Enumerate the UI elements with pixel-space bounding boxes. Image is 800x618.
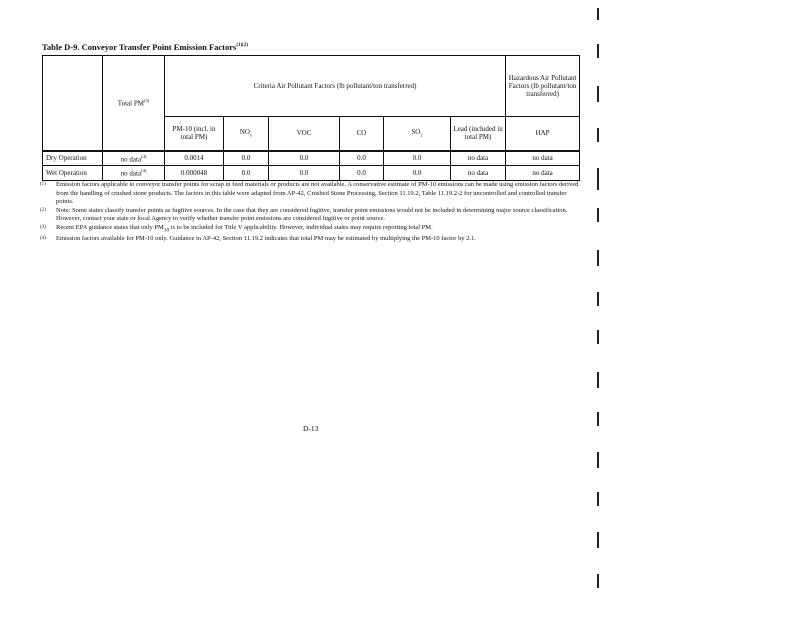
table-title-text: Table D-9. Conveyor Transfer Point Emission Factors (42, 42, 237, 52)
header-hazardous-group: Hazardous Air Pollutant Factors (lb pollutant/ton transferred) (506, 56, 580, 117)
cell-total-pm: no data$^{(4)}$ (103, 166, 165, 181)
header-lead: Lead (included in total PM) (451, 117, 506, 151)
header-hap: HAP (506, 117, 580, 151)
cell-pm10: 0.000048 (165, 166, 224, 181)
row-label: Wet Operation (43, 166, 103, 181)
header-criteria-group: Criteria Air Pollutant Factors (lb pollutant/ton transferred) (165, 56, 506, 117)
scan-edge-mark (597, 574, 599, 588)
header-nox: $NO_x$ (224, 117, 269, 151)
footnote (40, 207, 585, 224)
footnote-text: Emission factors available for PM-10 only. Guidance in AP-42, Section 11.19.2 indicates that total PM may be estimated by multiplying the PM-10 factor by 2.1. (56, 234, 476, 242)
footnote-text: Emission factors applicable to conveyor transfer points for scrap in feed materials or products are not available. A conservative estimate of PM-10 emissions can be made using emission factors derived from the handling of crushed stone products. The factors in this table were adapted from AP-42, Crushed Stone Processing, Section 11.19.2, Table 11.19.2-2 for uncontrolled and controlled transfer points. (56, 181, 579, 206)
cell-total-pm: no data$^{(4)}$ (103, 151, 165, 166)
footnote-mark: (2) (40, 207, 46, 213)
header-voc: VOC (269, 117, 340, 151)
scan-edge-mark (597, 292, 599, 306)
page-number: D-13 (303, 424, 319, 433)
scan-edge-mark (597, 372, 599, 388)
table-row (43, 151, 580, 166)
scan-edge-mark (597, 168, 599, 190)
footnote (40, 181, 585, 207)
emission-factor-table (42, 55, 580, 181)
table-title-note: (1)(2) (236, 43, 248, 49)
scan-edge-mark (597, 128, 599, 142)
cell-hap: no data (506, 166, 580, 181)
scan-edge-mark (597, 44, 599, 58)
footnote-mark: (3) (40, 224, 46, 230)
scan-edge-mark (597, 452, 599, 468)
cell-nox: 0.0 (224, 151, 269, 166)
cell-pm10: 0.0014 (165, 151, 224, 166)
scan-edge-mark (597, 412, 599, 426)
header-pm10: PM-10 (incl. in total PM) (165, 117, 224, 151)
footnote (40, 235, 585, 244)
cell-co: 0.0 (340, 151, 384, 166)
corner-cell (43, 56, 103, 151)
cell-nox: 0.0 (224, 166, 269, 181)
footnote-mark: (1) (40, 182, 46, 187)
footnote (40, 224, 585, 235)
header-total-pm: Total PM$^{(3)}$ (103, 56, 165, 151)
cell-co: 0.0 (340, 166, 384, 181)
header-row-group (43, 56, 580, 117)
footnote-text: Note: Some states classify transfer points as fugitive sources. In the case that they are considered fugitive, transfer point emissions would not be included in determining major source classification. However, contact your state or local Agency to verify whether transfer point emissions are considered fugitive or point source. (56, 206, 568, 223)
table-title (42, 42, 248, 52)
scan-edge-mark (597, 330, 599, 344)
footnote-mark: (4) (40, 235, 46, 241)
scan-edge-mark (597, 532, 599, 548)
cell-voc: 0.0 (269, 166, 340, 181)
cell-voc: 0.0 (269, 151, 340, 166)
header-so2: $SO_2$ (384, 117, 451, 151)
footnotes (40, 181, 585, 243)
table-row (43, 166, 580, 181)
scan-edge-mark (597, 492, 599, 506)
cell-so2: 0.0 (384, 166, 451, 181)
scan-edge-mark (597, 250, 599, 266)
footnote-text: Recent EPA guidance states that only $PM_{10}$ is to be included for Title V applicability. However, individual states may require reporting total PM. (56, 223, 433, 234)
header-co: CO (340, 117, 384, 151)
scan-edge-mark (597, 8, 599, 20)
cell-hap: no data (506, 151, 580, 166)
scan-edge-mark (597, 86, 599, 102)
cell-lead: no data (451, 166, 506, 181)
cell-so2: 0.0 (384, 151, 451, 166)
row-label: Dry Operation (43, 151, 103, 166)
cell-lead: no data (451, 151, 506, 166)
scan-edge-mark (597, 208, 599, 222)
